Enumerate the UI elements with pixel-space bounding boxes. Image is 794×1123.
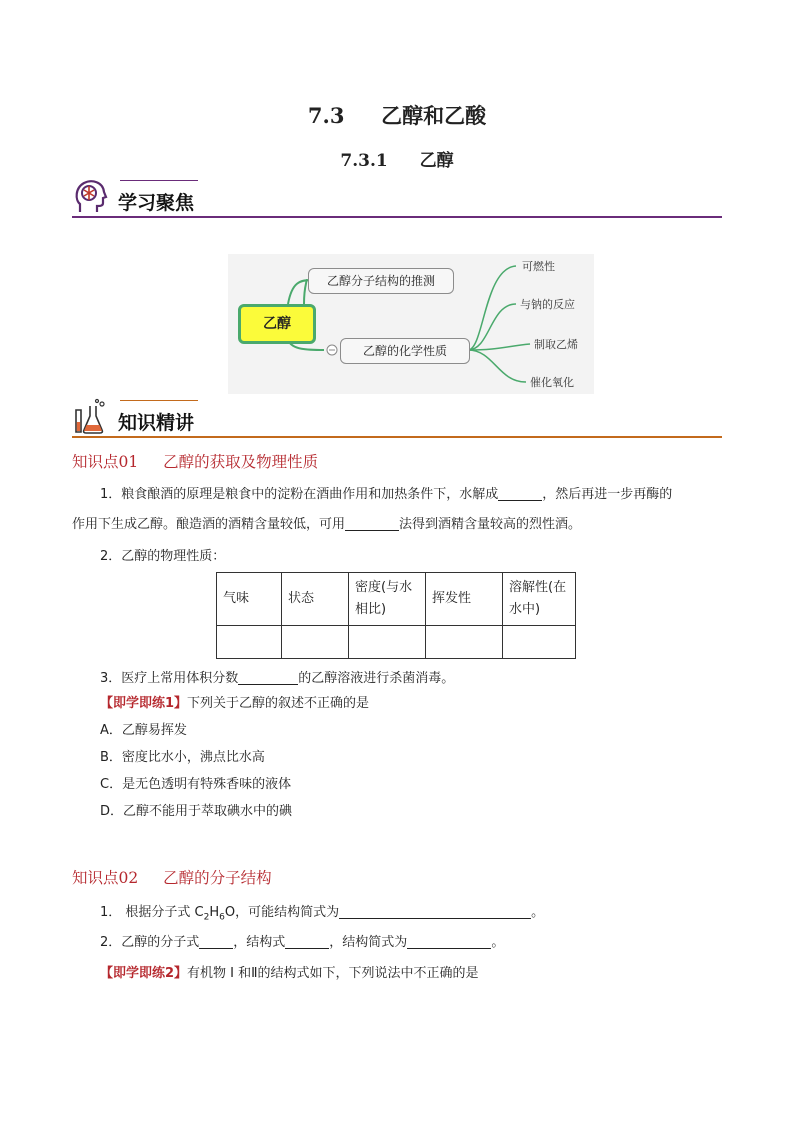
mind-map-branch-structure: 乙醇分子结构的推测 [308,268,454,294]
mind-map-leaf: 与钠的反应 [520,298,575,311]
knowledge-top-rule [120,400,198,401]
text-run: 2．乙醇的物理性质： [100,549,226,564]
knowledge-point-number: 知识点02 [72,869,139,887]
section-header-focus [72,178,722,218]
knowledge-title: 知识精讲 [118,412,195,434]
mind-map-leaf: 制取乙烯 [534,338,578,351]
table-header-row [217,573,576,626]
physical-properties-table [216,572,576,659]
practice-1-option-a: A．乙醇易挥发 [100,723,187,738]
focus-underline [72,216,722,218]
text-run: ，结构简式为 [329,935,408,950]
knowledge-point-01-heading [72,450,318,472]
practice-question: 下列关于乙醇的叙述不正确的是 [187,696,370,711]
text-run: 的乙醇溶液进行杀菌消毒。 [298,671,455,686]
table-header-cell: 密度(与水相比) [349,573,426,626]
knowledge-underline [72,436,722,438]
mind-map-root: 乙醇 [238,304,316,344]
practice-1-option-d: D．乙醇不能用于萃取碘水中的碘 [100,804,293,819]
text-run: 法得到酒精含量较高的烈性酒。 [399,517,582,532]
text-run: 3．医疗上常用体积分数 [100,671,239,686]
knowledge-point-number: 知识点01 [72,453,139,471]
kp1-paragraph-2 [72,542,724,572]
focus-top-rule [120,180,198,181]
subscript: 6 [219,912,225,923]
title-number: 7.3 [307,103,345,128]
knowledge-point-02-heading [72,866,272,888]
practice-tag: 【即学即练2】 [100,966,188,981]
table-blank-cell [349,626,426,659]
lab-flask-icon [72,398,108,434]
mind-map-leaf: 催化氧化 [530,376,574,389]
subtitle-number: 7.3.1 [340,151,388,171]
kp2-paragraph-2 [72,928,724,958]
fill-blank [339,904,531,919]
text-run: 作用下生成乙醇。酿造酒的酒精含量较低，可用 [72,517,346,532]
kp1-paragraph-1 [72,480,724,510]
table-header-cell: 挥发性 [426,573,503,626]
fill-blank [199,934,233,949]
fill-blank [285,934,329,949]
fill-blank [498,486,542,501]
fill-blank [345,516,399,531]
mind-map-branch-chemistry: 乙醇的化学性质 [340,338,470,364]
fill-blank [238,670,298,685]
practice-1-option-c: C．是无色透明有特殊香味的液体 [100,777,292,792]
table-blank-cell [282,626,349,659]
fill-blank [407,934,491,949]
text-run: 。 [491,935,505,950]
brain-head-icon [72,178,108,214]
table-blank-cell [503,626,576,659]
table-answer-row [217,626,576,659]
practice-1-option-b: B．密度比水小，沸点比水高 [100,750,265,765]
title-text: 乙醇和乙酸 [381,103,487,128]
text-run: 1． 根据分子式 C [100,905,204,920]
text-run: 2．乙醇的分子式 [100,935,200,950]
mind-map-leaf: 可燃性 [522,260,555,273]
knowledge-point-title: 乙醇的获取及物理性质 [163,453,319,471]
text-run: H [209,905,220,920]
text-run: 。 [531,905,545,920]
practice-2-question [100,959,700,989]
text-run: 1．粮食酿酒的原理是粮食中的淀粉在酒曲作用和加热条件下，水解成 [100,487,499,502]
subtitle-text: 乙醇 [419,151,454,171]
practice-1-question [100,689,700,719]
subscript: 2 [203,912,210,923]
practice-tag: 【即学即练1】 [100,696,188,711]
table-header-cell: 气味 [217,573,282,626]
text-run: ，结构式 [233,935,286,950]
table-blank-cell [217,626,282,659]
page-subtitle [0,146,794,171]
table-header-cell: 状态 [282,573,349,626]
table-header-cell: 溶解性(在水中) [503,573,576,626]
focus-title: 学习聚焦 [118,192,195,214]
knowledge-point-title: 乙醇的分子结构 [163,869,272,887]
section-header-knowledge [72,398,722,438]
text-run: ，然后再进一步再酶的 [542,487,673,502]
text-run: O，可能结构简式为 [224,905,340,920]
mind-map [228,254,594,394]
practice-question: 有机物 I 和Ⅱ的结构式如下，下列说法中不正确的是 [187,966,479,981]
kp1-paragraph-1-cont [72,510,724,540]
page-title [0,100,794,130]
table-blank-cell [426,626,503,659]
